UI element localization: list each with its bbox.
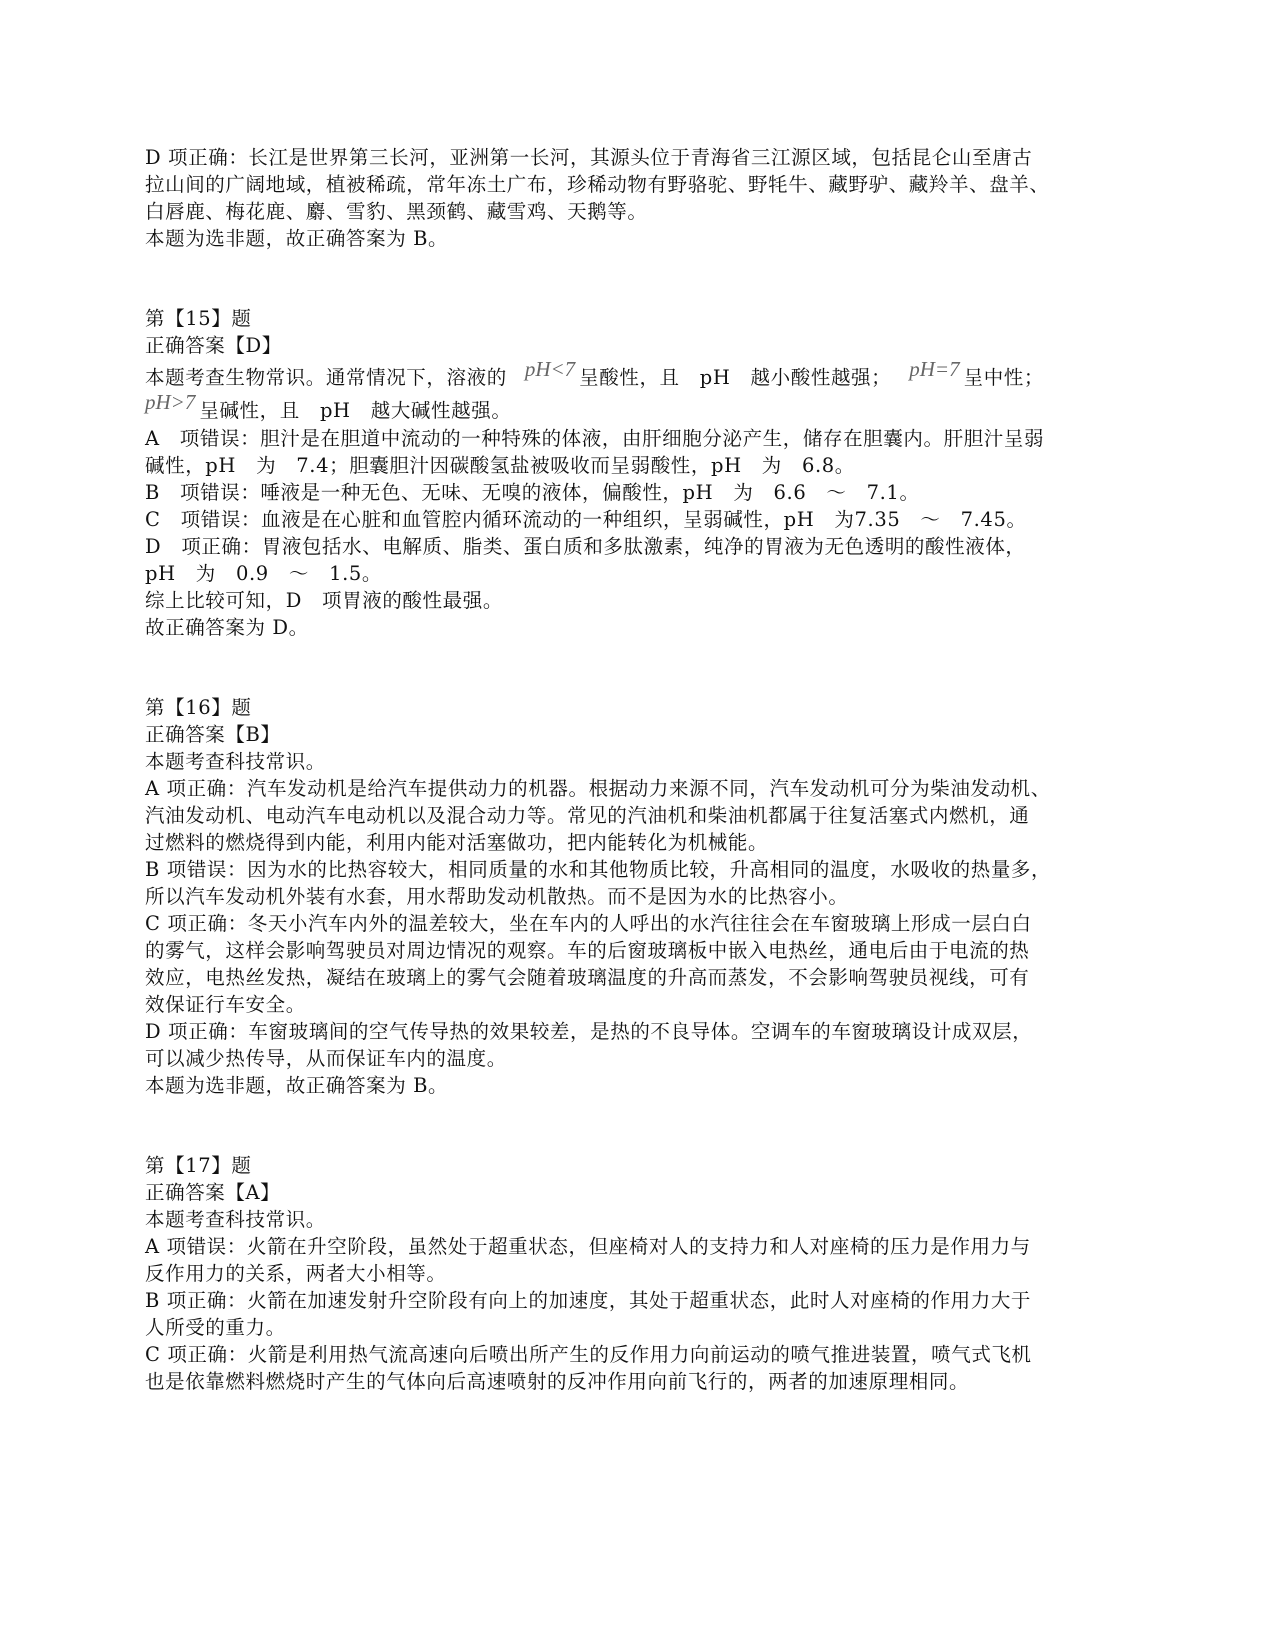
math-formula: pH=7 xyxy=(909,357,960,381)
text-segment: 呈中性； xyxy=(963,366,1044,389)
text-segment: 可以减少热传导，从而保证车内的温度。 xyxy=(145,1047,507,1070)
text-line xyxy=(145,1018,1105,1045)
text-segment: pH 为 0.9 ～ 1.5。 xyxy=(145,562,383,585)
text-line xyxy=(145,359,1105,392)
text-line xyxy=(145,587,1105,614)
text-line xyxy=(145,1287,1105,1314)
text-line xyxy=(145,225,1105,252)
text-line xyxy=(145,1206,1105,1233)
text-segment: 第【17】题 xyxy=(145,1154,252,1177)
text-segment: 白唇鹿、梅花鹿、麝、雪豹、黑颈鹤、藏雪鸡、天鹅等。 xyxy=(145,200,648,223)
text-line xyxy=(145,1341,1105,1368)
text-segment: 正确答案【D】 xyxy=(145,334,282,357)
text-line xyxy=(145,614,1105,641)
text-segment: 效保证行车安全。 xyxy=(145,993,306,1016)
text-line xyxy=(145,1314,1105,1341)
text-line xyxy=(145,392,1105,425)
text-line xyxy=(145,856,1105,883)
answer-document xyxy=(145,144,1105,1448)
text-line xyxy=(145,144,1105,171)
text-segment: 所以汽车发动机外装有水套，用水帮助发动机散热。而不是因为水的比热容小。 xyxy=(145,885,849,908)
text-segment: 过燃料的燃烧得到内能，利用内能对活塞做功，把内能转化为机械能。 xyxy=(145,831,769,854)
text-line xyxy=(145,883,1105,910)
answer-section xyxy=(145,305,1105,641)
text-segment: 故正确答案为 D。 xyxy=(145,616,309,639)
text-segment: 本题考查生物常识。通常情况下，溶液的 xyxy=(145,366,507,389)
text-segment: A 项错误：火箭在升空阶段，虽然处于超重状态，但座椅对人的支持力和人对座椅的压力是作用力与 xyxy=(145,1235,1031,1258)
text-segment: 反作用力的关系，两者大小相等。 xyxy=(145,1262,447,1285)
text-segment: 呈酸性，且 pH 越小酸性越强； xyxy=(579,366,892,389)
text-segment: 也是依靠燃料燃烧时产生的气体向后高速喷射的反冲作用向前飞行的，两者的加速原理相同。 xyxy=(145,1370,970,1393)
text-segment: 综上比较可知，D 项胃液的酸性最强。 xyxy=(145,589,503,612)
text-segment: C 项错误：血液是在心脏和血管腔内循环流动的一种组织，呈弱碱性，pH 为7.35 ～ 7.45。 xyxy=(145,508,1027,531)
text-line xyxy=(145,802,1105,829)
text-segment: 效应，电热丝发热，凝结在玻璃上的雾气会随着玻璃温度的升高而蒸发，不会影响驾驶员视线，可有 xyxy=(145,966,1030,989)
text-segment: 本题考查科技常识。 xyxy=(145,1208,326,1231)
text-line xyxy=(145,452,1105,479)
text-line xyxy=(145,560,1105,587)
text-segment: A 项正确：汽车发动机是给汽车提供动力的机器。根据动力来源不同，汽车发动机可分为柴油发动机、 xyxy=(145,777,1051,800)
text-segment: 第【16】题 xyxy=(145,696,252,719)
text-segment: C 项正确：冬天小汽车内外的温差较大，坐在车内的人呼出的水汽往往会在车窗玻璃上形成一层白白 xyxy=(145,912,1032,935)
text-segment: B 项正确：火箭在加速发射升空阶段有向上的加速度，其处于超重状态，此时人对座椅的作用力大于 xyxy=(145,1289,1032,1312)
text-segment: 呈碱性，且 pH 越大碱性越强。 xyxy=(199,399,512,422)
text-line xyxy=(145,1045,1105,1072)
text-line xyxy=(145,910,1105,937)
text-line xyxy=(145,506,1105,533)
text-line xyxy=(145,964,1105,991)
answer-section xyxy=(145,1152,1105,1395)
text-segment: 的雾气，这样会影响驾驶员对周边情况的观察。车的后窗玻璃板中嵌入电热丝，通电后由于电流的热 xyxy=(145,939,1030,962)
text-line xyxy=(145,694,1105,721)
text-line xyxy=(145,1072,1105,1099)
text-segment: 本题为选非题，故正确答案为 B。 xyxy=(145,1074,449,1097)
text-line xyxy=(145,721,1105,748)
text-segment: D 项正确：长江是世界第三长河，亚洲第一长河，其源头位于青海省三江源区域，包括昆仑山至唐古 xyxy=(145,146,1033,169)
text-line xyxy=(145,479,1105,506)
answer-section xyxy=(145,144,1105,252)
text-line xyxy=(145,425,1105,452)
text-segment: C 项正确：火箭是利用热气流高速向后喷出所产生的反作用力向前运动的喷气推进装置，喷气式飞机 xyxy=(145,1343,1032,1366)
text-segment: 汽油发动机、电动汽车电动机以及混合动力等。常见的汽油机和柴油机都属于往复活塞式内燃机，通 xyxy=(145,804,1030,827)
text-line xyxy=(145,1368,1105,1395)
text-line xyxy=(145,305,1105,332)
text-line xyxy=(145,198,1105,225)
text-segment: D 项正确：胃液包括水、电解质、脂类、蛋白质和多肽激素，纯净的胃液为无色透明的酸性液体， xyxy=(145,535,1026,558)
text-line xyxy=(145,533,1105,560)
text-segment: B 项错误：因为水的比热容较大，相同质量的水和其他物质比较，升高相同的温度，水吸收的热量多， xyxy=(145,858,1052,881)
text-segment: 第【15】题 xyxy=(145,307,252,330)
text-segment: 正确答案【B】 xyxy=(145,723,281,746)
text-segment: 本题考查科技常识。 xyxy=(145,750,326,773)
text-segment: B 项错误：唾液是一种无色、无味、无嗅的液体，偏酸性，pH 为 6.6 ～ 7.1。 xyxy=(145,481,920,504)
text-segment: D 项正确：车窗玻璃间的空气传导热的效果较差，是热的不良导体。空调车的车窗玻璃设计成双层， xyxy=(145,1020,1033,1043)
text-line xyxy=(145,332,1105,359)
text-segment: A 项错误：胆汁是在胆道中流动的一种特殊的体液，由肝细胞分泌产生，储存在胆囊内。肝胆汁呈弱 xyxy=(145,427,1045,450)
text-line xyxy=(145,1260,1105,1287)
math-formula: pH<7 xyxy=(524,357,576,381)
text-line xyxy=(145,829,1105,856)
text-line xyxy=(145,171,1105,198)
text-segment: 本题为选非题，故正确答案为 B。 xyxy=(145,227,449,250)
text-line xyxy=(145,748,1105,775)
text-segment: 人所受的重力。 xyxy=(145,1316,286,1339)
text-segment: 碱性，pH 为 7.4；胆囊胆汁因碳酸氢盐被吸收而呈弱酸性，pH 为 6.8。 xyxy=(145,454,855,477)
text-line xyxy=(145,937,1105,964)
math-formula: pH>7 xyxy=(145,390,196,414)
answer-section xyxy=(145,694,1105,1099)
text-segment: 正确答案【A】 xyxy=(145,1181,281,1204)
text-line xyxy=(145,1233,1105,1260)
text-line xyxy=(145,1179,1105,1206)
text-line xyxy=(145,991,1105,1018)
text-line xyxy=(145,1152,1105,1179)
text-segment: 拉山间的广阔地域，植被稀疏，常年冻土广布，珍稀动物有野骆驼、野牦牛、藏野驴、藏羚羊、盘羊、 xyxy=(145,173,1050,196)
text-line xyxy=(145,775,1105,802)
